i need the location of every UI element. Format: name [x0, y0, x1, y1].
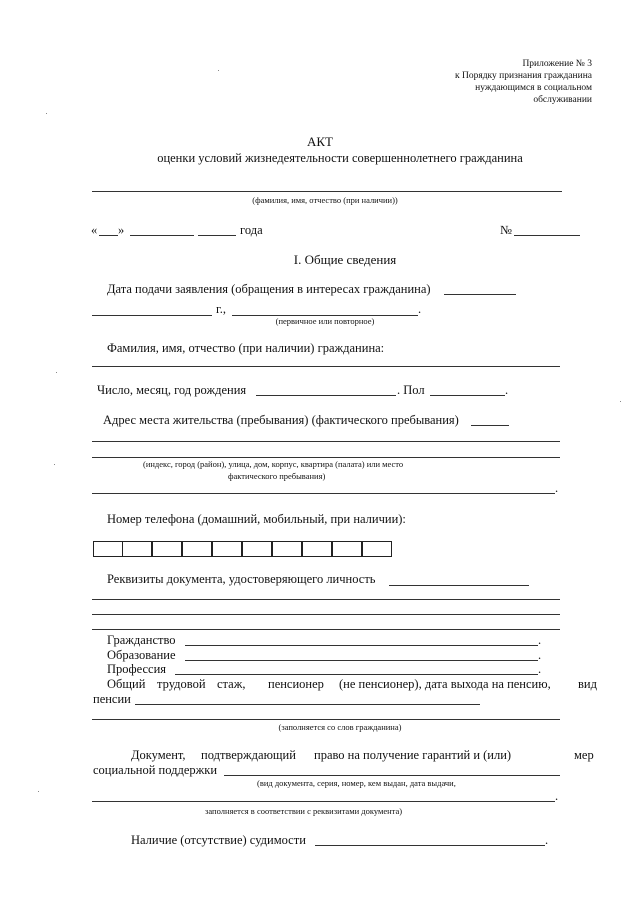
- criminal-record-label: Наличие (отсутствие) судимости: [131, 833, 306, 847]
- application-date-field[interactable]: [444, 294, 516, 295]
- gender-field[interactable]: [430, 395, 505, 396]
- criminal-record-field[interactable]: [315, 845, 545, 846]
- citizen-fio-label: Фамилия, имя, отчество (при наличии) гражданина:: [107, 341, 385, 355]
- period: .: [418, 302, 422, 316]
- id-document-field-3[interactable]: [92, 614, 560, 615]
- address-field[interactable]: [471, 425, 509, 426]
- scan-speck: [38, 791, 39, 792]
- phone-digit-cell[interactable]: [332, 541, 362, 557]
- period: .: [538, 633, 542, 647]
- id-document-field-4[interactable]: [92, 629, 560, 630]
- period: .: [555, 789, 559, 803]
- benefit-doc-word: мер: [574, 748, 594, 762]
- scan-speck: [218, 70, 219, 71]
- day-field[interactable]: [99, 235, 118, 236]
- citizen-fio-field[interactable]: [92, 366, 560, 367]
- section-title: I. Общие сведения: [293, 252, 397, 267]
- benefit-doc-field-2[interactable]: [92, 801, 555, 802]
- address-field-3[interactable]: [92, 457, 560, 458]
- pension-label: пенсии: [93, 692, 131, 706]
- phone-digit-cell[interactable]: [302, 541, 332, 557]
- phone-digit-cell[interactable]: [93, 541, 123, 557]
- fio-underline[interactable]: [92, 191, 562, 192]
- document-title: АКТ: [307, 134, 333, 149]
- address-label: Адрес места жительства (пребывания) (фактического пребывания): [103, 413, 459, 427]
- year-field[interactable]: [198, 235, 236, 236]
- appendix-line: Приложение № 3: [522, 59, 592, 69]
- experience-word: стаж,: [217, 677, 246, 691]
- city-abbr: г.,: [216, 302, 226, 316]
- birth-date-label: Число, месяц, год рождения: [97, 383, 247, 397]
- social-support-label: социальной поддержки: [93, 763, 218, 777]
- fio-caption: (фамилия, имя, отчество (при наличии)): [252, 195, 398, 205]
- address-field-2[interactable]: [92, 441, 560, 442]
- from-citizen-caption: (заполняется со слов гражданина): [278, 722, 402, 732]
- id-document-field[interactable]: [389, 585, 529, 586]
- address-caption: фактического пребывания): [228, 471, 326, 481]
- phone-digit-cell[interactable]: [362, 541, 392, 557]
- address-field-4[interactable]: [92, 493, 555, 494]
- profession-field[interactable]: [175, 674, 538, 675]
- phone-digit-cell[interactable]: [122, 541, 152, 557]
- date-quote-close: »: [118, 223, 125, 237]
- period: .: [538, 648, 542, 662]
- period: .: [505, 383, 509, 397]
- id-document-label: Реквизиты документа, удостоверяющего личность: [107, 572, 376, 586]
- id-document-field-2[interactable]: [92, 599, 560, 600]
- education-label: Образование: [107, 648, 176, 662]
- scan-speck: [620, 401, 621, 402]
- phone-label: Номер телефона (домашний, мобильный, при наличии):: [107, 512, 406, 526]
- period: .: [555, 481, 559, 495]
- gender-label: . Пол: [397, 383, 425, 397]
- scan-speck: [56, 372, 57, 373]
- citizenship-label: Гражданство: [107, 633, 176, 647]
- appendix-line: к Порядку признания гражданина: [455, 71, 592, 81]
- experience-word: трудовой: [157, 677, 206, 691]
- education-field[interactable]: [185, 660, 538, 661]
- phone-digit-cell[interactable]: [212, 541, 242, 557]
- address-caption: (индекс, город (район), улица, дом, корпус, квартира (палата) или место: [143, 459, 404, 469]
- document-subtitle: оценки условий жизнедеятельности совершеннолетнего гражданина: [157, 151, 523, 165]
- phone-digit-cell[interactable]: [272, 541, 302, 557]
- phone-digit-cell[interactable]: [182, 541, 212, 557]
- benefit-doc-word: право на получение гарантий и (или): [314, 748, 512, 762]
- pension-field[interactable]: [135, 704, 480, 705]
- date-quote-open: «: [91, 223, 98, 237]
- appendix-line: обслуживании: [533, 95, 592, 105]
- citizenship-field[interactable]: [185, 645, 538, 646]
- year-word: года: [240, 223, 263, 237]
- experience-word: (не пенсионер), дата выхода на пенсию,: [339, 677, 551, 691]
- scan-speck: [54, 464, 55, 465]
- benefit-doc-word: Документ,: [131, 748, 186, 762]
- experience-word: пенсионер: [268, 677, 324, 691]
- pension-field-2[interactable]: [92, 719, 560, 720]
- benefit-doc-word: подтверждающий: [201, 748, 296, 762]
- experience-word: Общий: [107, 677, 146, 691]
- requisites-caption: заполняется в соответствии с реквизитами документа): [205, 806, 403, 816]
- benefit-doc-caption: (вид документа, серия, номер, кем выдан, дата выдачи,: [257, 778, 456, 788]
- phone-digit-cell[interactable]: [242, 541, 272, 557]
- application-date-field-2[interactable]: [92, 315, 212, 316]
- period: .: [545, 833, 549, 847]
- experience-word: вид: [578, 677, 597, 691]
- appendix-line: нуждающимся в социальном: [475, 83, 592, 93]
- benefit-doc-field[interactable]: [224, 775, 560, 776]
- application-type-caption: (первичное или повторное): [275, 316, 375, 326]
- act-number-field[interactable]: [514, 235, 580, 236]
- month-field[interactable]: [130, 235, 194, 236]
- scan-speck: [46, 113, 47, 114]
- number-sign: №: [500, 223, 512, 237]
- profession-label: Профессия: [107, 662, 167, 676]
- appendix-header: [400, 58, 592, 106]
- application-date-label: Дата подачи заявления (обращения в интересах гражданина): [107, 282, 431, 296]
- birth-date-field[interactable]: [256, 395, 396, 396]
- period: .: [538, 662, 542, 676]
- phone-digit-cell[interactable]: [152, 541, 182, 557]
